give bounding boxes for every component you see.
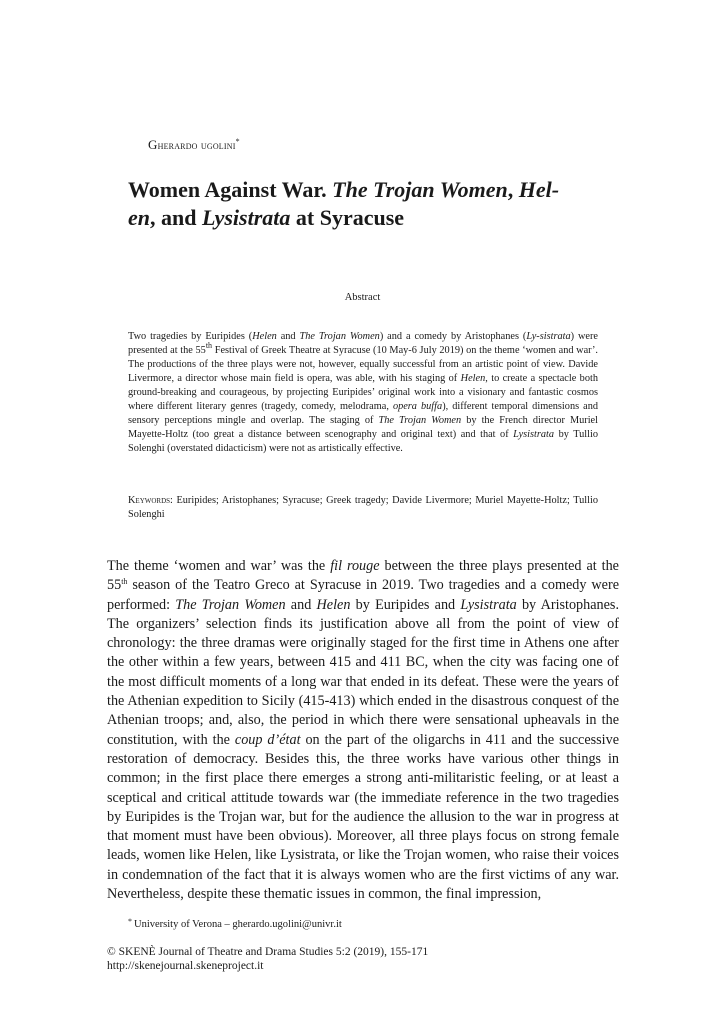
- journal-url: http://skenejournal.skeneproject.it: [107, 960, 264, 972]
- copyright-notice: [107, 945, 607, 973]
- article-title: Women Against War. The Trojan Women, Hel- en, and Lysistrata at Syracuse: [128, 177, 560, 230]
- keywords-label: Keywords:: [128, 495, 173, 506]
- abstract-text: Two tragedies by Euripides (Helen and The Trojan Women) and a comedy by Aristophanes (Ly-sistrata) were presented at the 55th Festival of Greek Theatre at Syracuse (10 May-6 July 2019) on the theme ‘women and war’. The productions of the three plays were not, however, equally successful from an artistic point of view. Davide Livermore, a director whose main field is opera, was able, with his staging of Helen, to create a spectacle both ground-breaking and courageous, by projecting Euripides’ original work into a visionary and fantastic cosmos where different literary genres (tragedy, comedy, melodrama, opera buffa), different temporal dimensions and sensory perceptions mingle and overlap. The staging of The Trojan Women by the French director Muriel Mayette-Holtz (too great a distance between scenography and original text) and that of Lysistrata by Tullio Solenghi (overstated didacticism) were not as artistically effective.: [128, 331, 599, 454]
- keywords: [128, 494, 598, 522]
- body-paragraph: The theme ‘women and war’ was the fil rouge between the three plays presented at the 55th season of the Teatro Greco at Syracuse in 2019. Two tragedies and a comedy were performed: The Trojan Women and Helen by Euripides and Lysistrata by Aristophanes. The organizers’ selection finds its justification above all from the point of view of chronology: the three dramas were originally staged for the first time in Athens one after the other within a few years, between 415 and 411 BC, when the city was facing one of the most difficult moments of a long war that ended in its defeat. These were the years of the Athenian expedition to Sicily (415-413) which ended in the disastrous conquest of the Athenian troops; and, also, the period in which there were sensational upheavals in the constitution, with the coup d’état on the part of the oligarchs in 411 and the successive restoration of democracy. Besides this, the three works have various other things in common; in the first place there emerges a strong anti-militaristic feeling, or at least a sceptical and critical attitude towards war (the immediate reference in the two tragedies by Euripides is the Trojan war, but for the audience the allusion to the war in progress at that moment must have been obvious). Moreover, all three plays focus on strong female leads, women like Helen, like Lysistrata, or like the Trojan women, who raise their voices in condemnation of the fact that it is always women who are the first victims of any war. Nevertheless, despite these thematic issues in common, the final impression,: [107, 558, 620, 903]
- footnote: * University of Verona – gherardo.ugolini@univr.it: [128, 917, 342, 930]
- author-name: Gherardo ugolini*: [148, 137, 240, 152]
- keywords-list: Euripides; Aristophanes; Syracuse; Greek tragedy; Davide Livermore; Muriel Mayette-Holtz; Tullio Solenghi: [128, 495, 598, 520]
- abstract-heading: Abstract: [344, 292, 381, 303]
- copyright-line: © SKENÈ Journal of Theatre and Drama Studies 5:2 (2019), 155-171: [107, 946, 429, 958]
- affiliation-mark: *: [235, 137, 240, 146]
